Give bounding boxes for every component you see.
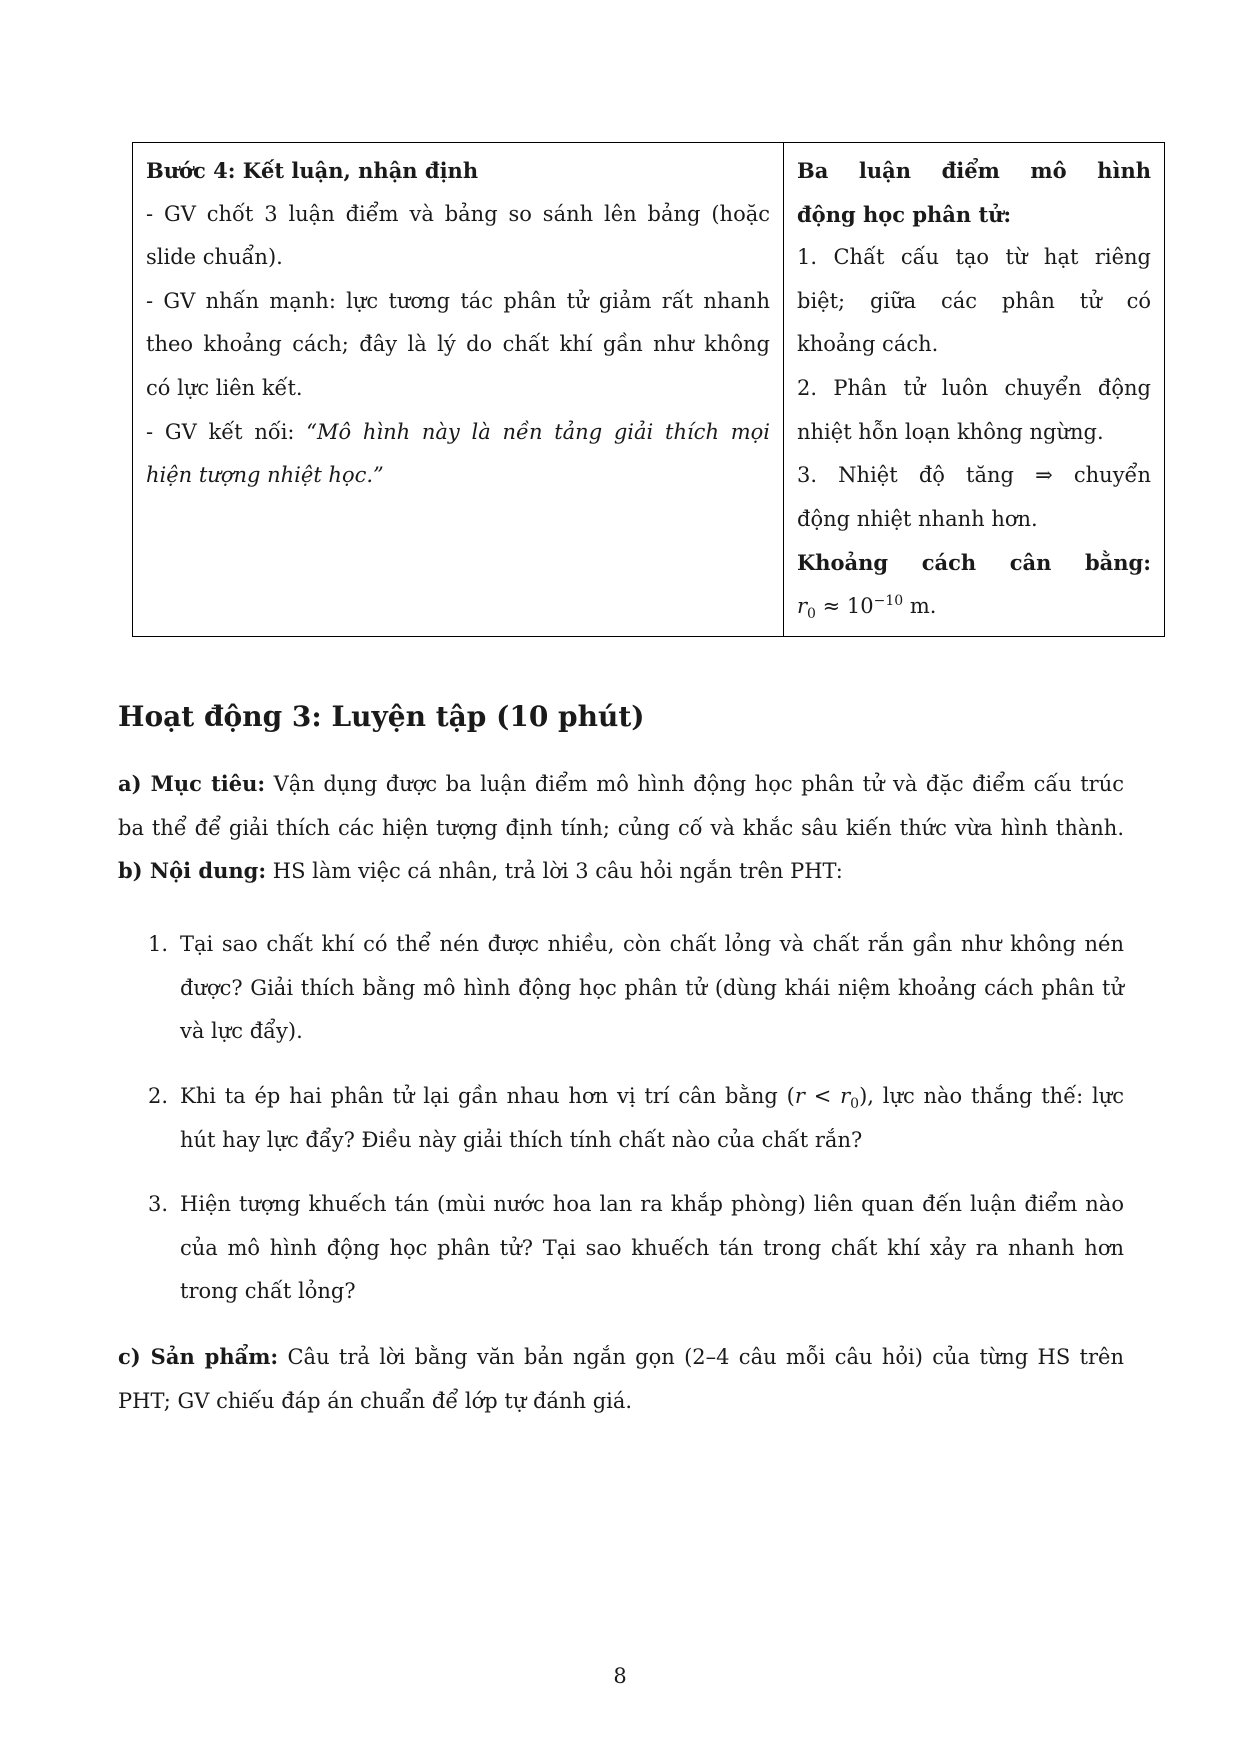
content-label: b) Nội dung: bbox=[118, 858, 267, 883]
connect-quote-end: hiện tượng nhiệt học.” bbox=[146, 463, 384, 488]
objective-label: a) Mục tiêu: bbox=[118, 771, 266, 796]
connect-quote: “Mô hình này là nền tảng giải thích mọi bbox=[306, 419, 770, 444]
text-line: của mô hình động học phân tử? Tại sao khuếch tán trong chất khí xảy ra nhanh hơn bbox=[180, 1235, 1124, 1260]
math-subscript: 0 bbox=[850, 1096, 860, 1113]
question-number: 3. bbox=[148, 1192, 169, 1216]
section-heading: Hoạt động 3: Luyện tập (10 phút) bbox=[118, 700, 645, 733]
page-number: 8 bbox=[613, 1664, 627, 1688]
point-line: khoảng cách. bbox=[797, 332, 939, 357]
text-line bbox=[118, 849, 1124, 894]
point-line: 2. Phân tử luôn chuyển động bbox=[797, 375, 1151, 400]
text-line: có lực liên kết. bbox=[146, 375, 303, 400]
math-symbol: r bbox=[840, 1084, 851, 1108]
point-line: biệt; giữa các phân tử có bbox=[797, 288, 1151, 313]
text-line: - GV nhấn mạnh: lực tương tác phân tử giảm rất nhanh bbox=[146, 288, 770, 313]
content-text: HS làm việc cá nhân, trả lời 3 câu hỏi ngắn trên PHT: bbox=[266, 859, 843, 883]
text-line: trong chất lỏng? bbox=[180, 1279, 356, 1304]
equilibrium-label: Khoảng cách cân bằng: bbox=[797, 550, 1151, 576]
content-paragraph bbox=[118, 849, 1124, 894]
step-4-table bbox=[132, 142, 1165, 637]
text-fragment: Khi ta ép hai phân tử lại gần nhau hơn vị trí cân bằng ( bbox=[180, 1084, 795, 1108]
formula-subscript: 0 bbox=[807, 606, 816, 623]
text-line: được? Giải thích bằng mô hình động học phân tử (dùng khái niệm khoảng cách phân tử bbox=[180, 975, 1124, 1000]
text-line: và lực đẩy). bbox=[180, 1019, 303, 1044]
objective-text: Vận dụng được ba luận điểm mô hình động học phân tử và đặc điểm cấu trúc bbox=[265, 772, 1124, 796]
formula-unit: m. bbox=[903, 593, 937, 618]
text-line: PHT; GV chiếu đáp án chuẩn để lớp tự đánh giá. bbox=[118, 1388, 633, 1413]
question-text bbox=[180, 1183, 1124, 1314]
product-paragraph bbox=[118, 1335, 1124, 1423]
text-fragment: ), lực nào thắng thế: lực bbox=[859, 1084, 1124, 1108]
text-line bbox=[118, 1335, 1124, 1380]
question-text bbox=[180, 923, 1124, 1054]
formula-symbol: r bbox=[797, 593, 808, 618]
text-line: slide chuẩn). bbox=[146, 245, 283, 270]
math-symbol: r bbox=[794, 1084, 805, 1108]
text-line bbox=[180, 1075, 1124, 1119]
question-text bbox=[180, 1075, 1124, 1162]
text-line: - GV chốt 3 luận điểm và bảng so sánh lên bảng (hoặc bbox=[146, 201, 770, 226]
product-label: c) Sản phẩm: bbox=[118, 1344, 279, 1369]
table-cell-activities bbox=[133, 143, 784, 637]
text-line bbox=[118, 762, 1124, 807]
question-number: 2. bbox=[148, 1084, 169, 1108]
equilibrium-formula bbox=[797, 585, 1151, 629]
text-line: Hiện tượng khuếch tán (mùi nước hoa lan ra khắp phòng) liên quan đến luận điểm nào bbox=[180, 1192, 1124, 1216]
point-line: nhiệt hỗn loạn không ngừng. bbox=[797, 419, 1104, 444]
text-line: hút hay lực đẩy? Điều này giải thích tính chất nào của chất rắn? bbox=[180, 1127, 863, 1152]
connect-prefix: - GV kết nối: bbox=[146, 419, 307, 444]
table-cell-products bbox=[784, 143, 1165, 637]
text-line: Tại sao chất khí có thể nén được nhiều, còn chất lỏng và chất rắn gần như không nén bbox=[180, 932, 1124, 956]
table-row bbox=[133, 143, 1165, 637]
points-title: Ba luận điểm mô hình bbox=[797, 158, 1151, 183]
point-line: 3. Nhiệt độ tăng ⇒ chuyển bbox=[797, 463, 1151, 488]
point-line: 1. Chất cấu tạo từ hạt riêng bbox=[797, 245, 1151, 270]
math-operator: < bbox=[804, 1084, 841, 1108]
formula-approx: ≈ 10 bbox=[815, 593, 874, 618]
text-line bbox=[146, 411, 770, 455]
text-line: ba thể để giải thích các hiện tượng định tính; củng cố và khắc sâu kiến thức vừa hình thành. bbox=[118, 815, 1124, 840]
objective-paragraph bbox=[118, 762, 1124, 850]
points-title: động học phân tử: bbox=[797, 201, 1012, 227]
question-number: 1. bbox=[148, 932, 169, 956]
formula-exponent: −10 bbox=[873, 592, 904, 609]
step-title: Bước 4: Kết luận, nhận định bbox=[146, 158, 479, 183]
product-text: Câu trả lời bằng văn bản ngắn gọn (2–4 câu mỗi câu hỏi) của từng HS trên bbox=[278, 1345, 1124, 1369]
text-line: theo khoảng cách; đây là lý do chất khí gần như không bbox=[146, 332, 770, 357]
point-line: động nhiệt nhanh hơn. bbox=[797, 506, 1038, 531]
